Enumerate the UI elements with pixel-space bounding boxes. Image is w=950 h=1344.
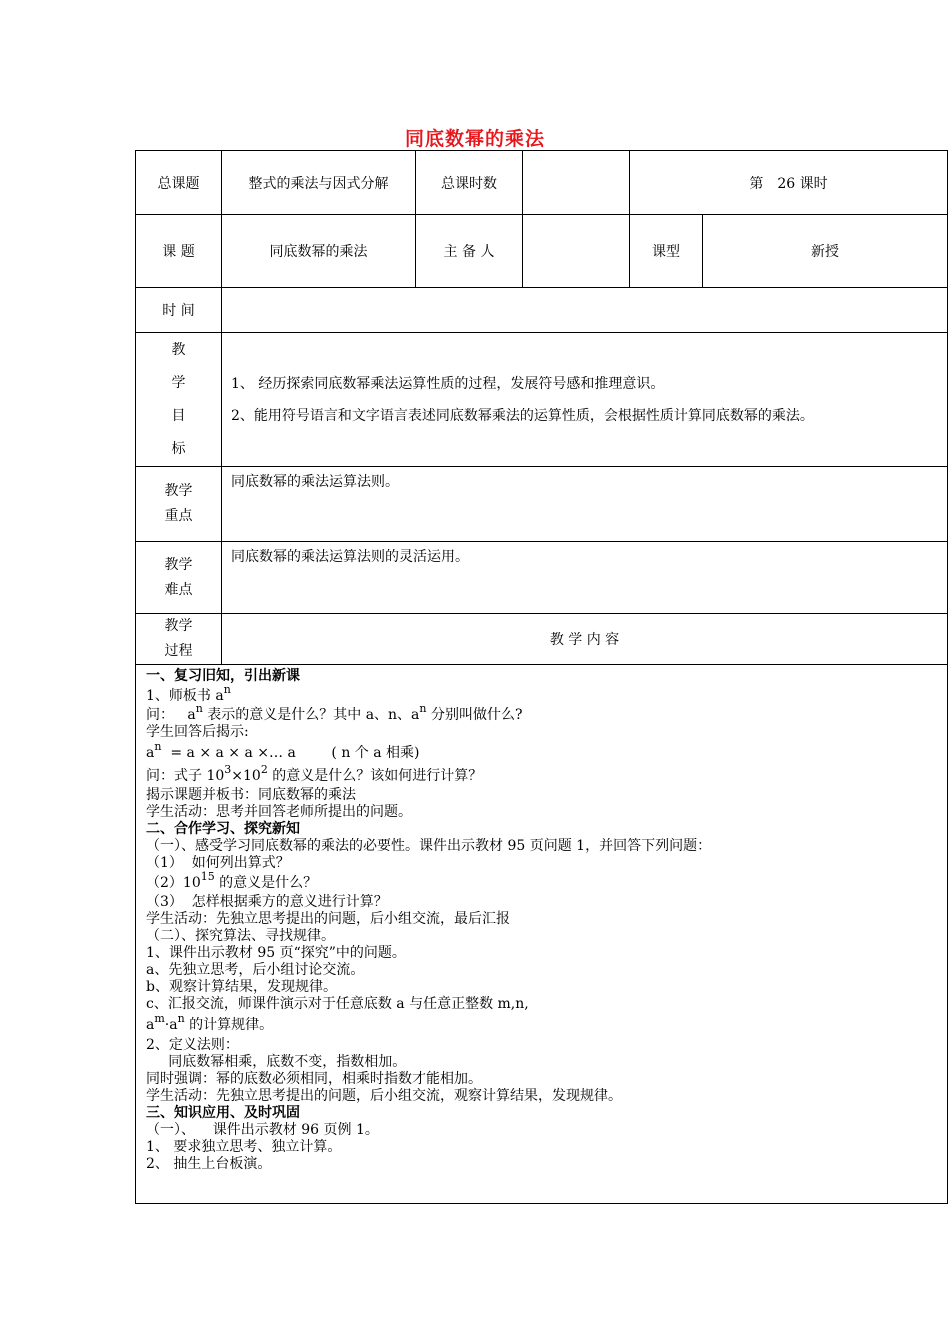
key-label-line: 教学 bbox=[164, 483, 193, 499]
goal-item: 2、能用符号语言和文字语言表述同底数幂乘法的运算性质，会根据性质计算同底数幂的乘法。 bbox=[231, 407, 814, 424]
content-row bbox=[136, 665, 948, 1204]
topic-label: 总课题 bbox=[136, 151, 222, 215]
difficulty-label-line: 难点 bbox=[164, 581, 193, 598]
info-row-topic bbox=[136, 151, 948, 215]
content-line: 学生活动：思考并回答老师所提出的问题。 bbox=[146, 804, 412, 820]
goal-item: 1、 经历探索同底数幂乘法运算性质的过程，发展符号感和推理意识。 bbox=[231, 375, 665, 392]
content-line: （1） 如何列出算式？ bbox=[146, 855, 290, 871]
difficulty-label bbox=[136, 542, 222, 614]
process-header: 教 学 内 容 bbox=[222, 614, 948, 665]
section-heading: 一、复习旧知，引出新课 bbox=[146, 668, 300, 684]
topic-value: 整式的乘法与因式分解 bbox=[222, 151, 416, 215]
section-heading: 三、知识应用、及时巩固 bbox=[146, 1105, 300, 1121]
lesson-plan-table bbox=[135, 150, 948, 1204]
info-row-time bbox=[136, 288, 948, 333]
content-line: 同时强调：幂的底数必须相同，相乘时指数才能相加。 bbox=[146, 1071, 482, 1087]
preparer-value bbox=[523, 215, 630, 288]
process-row bbox=[136, 614, 948, 665]
content-line: 1、 要求独立思考、独立计算。 bbox=[146, 1139, 342, 1155]
content-line: b、观察计算结果，发现规律。 bbox=[146, 979, 337, 995]
page-title: 同底数幂的乘法 bbox=[404, 128, 545, 150]
difficulty-label-line: 教学 bbox=[164, 556, 193, 573]
goals-label-char: 学 bbox=[171, 374, 186, 391]
content-line: $a^n = a \times a \times a$ ×… a ( n 个 a 相乘) bbox=[146, 740, 420, 761]
content-line: 1、师板书 $a^n$ bbox=[146, 683, 231, 704]
content-line: 揭示课题并板书：同底数幂的乘法 bbox=[146, 787, 356, 803]
content-line: 2、 抽生上台板演。 bbox=[146, 1156, 272, 1172]
goals-label-char: 目 bbox=[171, 407, 186, 424]
content-line: 同底数幂相乘，底数不变，指数相加。 bbox=[146, 1054, 407, 1070]
process-label bbox=[136, 614, 222, 665]
content-line: 2、定义法则： bbox=[146, 1037, 239, 1053]
goals-label bbox=[136, 333, 222, 467]
total-hours-value bbox=[523, 151, 630, 215]
content-line: （二）、探究算法、寻找规律。 bbox=[146, 928, 335, 944]
goals-content bbox=[222, 333, 948, 467]
lesson-type-label: 课型 bbox=[630, 215, 703, 288]
key-label bbox=[136, 467, 222, 542]
lesson-type-value: 新授 bbox=[703, 215, 948, 288]
time-value bbox=[222, 288, 948, 333]
key-point-text: 同底数幂的乘法运算法则。 bbox=[222, 467, 948, 542]
process-label-line: 过程 bbox=[164, 643, 193, 659]
content-line: 学生回答后揭示: bbox=[146, 724, 249, 740]
lesson-title-label: 课 题 bbox=[136, 215, 222, 288]
content-line: $(2)10^{15}$ 的意义是什么？ bbox=[146, 870, 318, 891]
goals-label-char: 教 bbox=[171, 341, 186, 358]
goals-label-char: 标 bbox=[171, 440, 186, 457]
difficulty-text: 同底数幂的乘法运算法则的灵活运用。 bbox=[222, 542, 948, 614]
content-line: 问： $a^n$ 表示的意义是什么？其中 a、n、$a^n$ 分别叫做什么? bbox=[146, 702, 523, 723]
total-hours-label: 总课时数 bbox=[416, 151, 523, 215]
content-line: （一）、 课件出示教材 96 页例 1。 bbox=[146, 1122, 379, 1138]
content-line: 学生活动：先独立思考提出的问题，后小组交流，观察计算结果，发现规律。 bbox=[146, 1088, 622, 1104]
content-line: a、先独立思考，后小组讨论交流。 bbox=[146, 962, 365, 978]
section-heading: 二、合作学习、探究新知 bbox=[146, 821, 300, 837]
content-line: c、汇报交流，师课件演示对于任意底数 a 与任意正整数 m,n, bbox=[146, 996, 529, 1012]
content-line: 学生活动：先独立思考提出的问题，后小组交流，最后汇报 bbox=[146, 911, 510, 927]
goals-row bbox=[136, 333, 948, 467]
difficulty-row bbox=[136, 542, 948, 614]
content-line: $a^m\cdot a^n$ 的计算规律。 bbox=[146, 1012, 274, 1033]
key-row bbox=[136, 467, 948, 542]
lesson-title-value: 同底数幂的乘法 bbox=[222, 215, 416, 288]
content-line: （一）、感受学习同底数幂的乘法的必要性。课件出示教材 95 页问题 1，并回答下列问题： bbox=[146, 838, 712, 854]
time-label: 时 间 bbox=[136, 288, 222, 333]
preparer-label: 主 备 人 bbox=[416, 215, 523, 288]
teaching-content bbox=[136, 665, 948, 1204]
process-label-line: 教学 bbox=[164, 618, 193, 634]
lesson-number: 第 26 课时 bbox=[630, 151, 948, 215]
content-line: 问：式子 $10^3\times 10^2$ 的意义是什么？该如何进行计算？ bbox=[146, 763, 483, 784]
content-line: 1、课件出示教材 95 页“探究”中的问题。 bbox=[146, 945, 406, 961]
content-line: （3） 怎样根据乘方的意义进行计算？ bbox=[146, 894, 388, 910]
info-row-lesson bbox=[136, 215, 948, 288]
key-label-line: 重点 bbox=[164, 508, 193, 524]
